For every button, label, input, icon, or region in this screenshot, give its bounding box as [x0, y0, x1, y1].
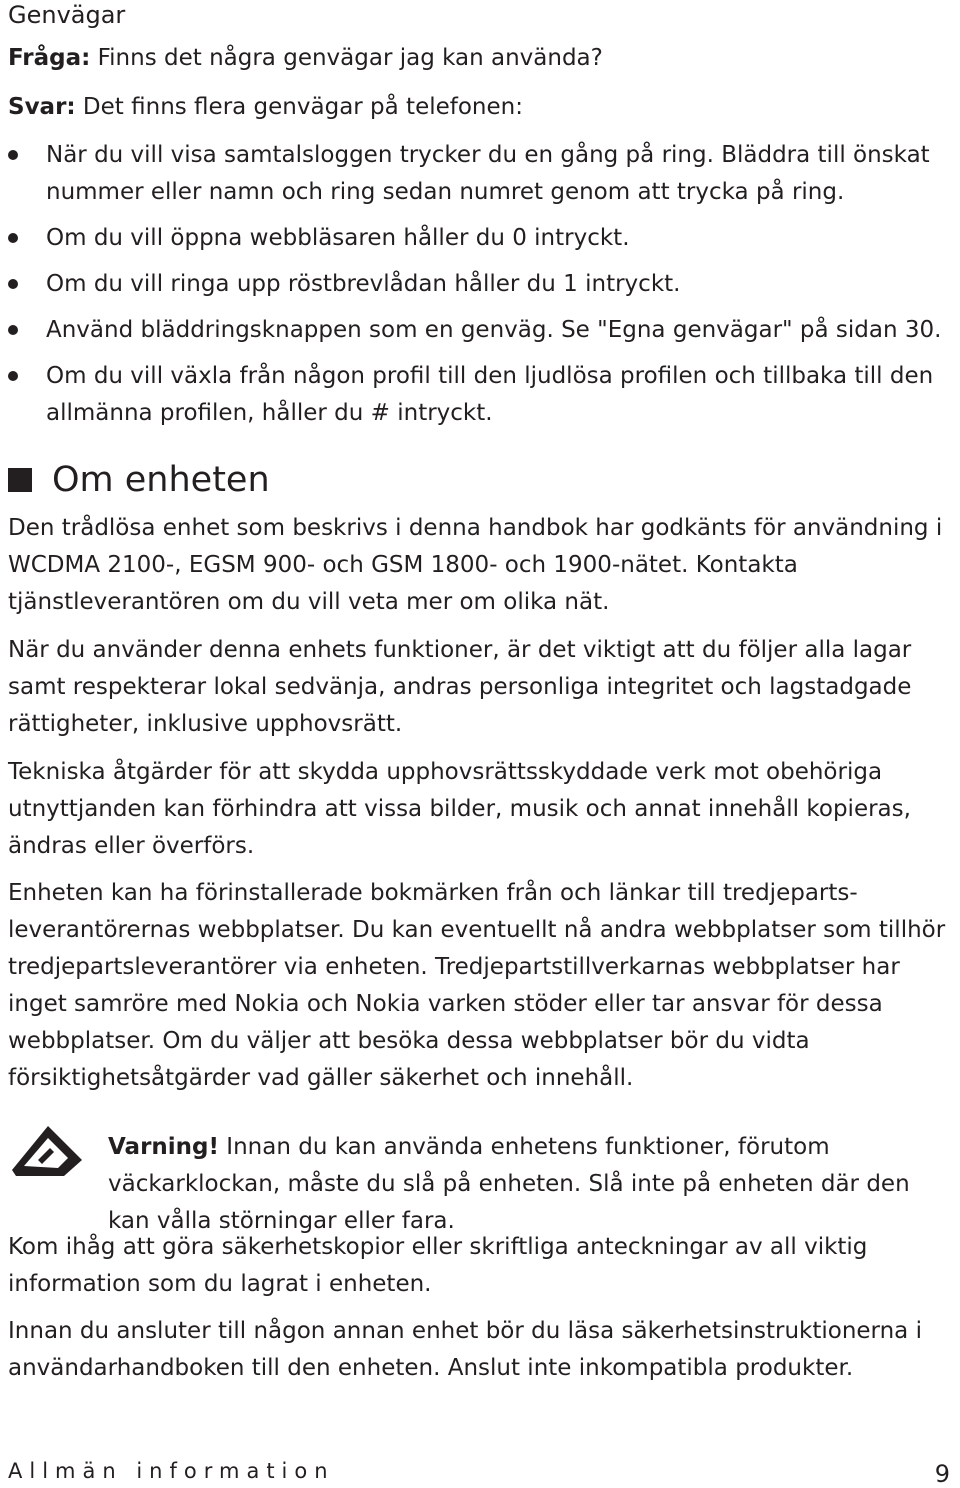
paragraph: Kom ihåg att göra säkerhetskopior eller skriftliga anteckningar av all viktig information som du lagrat i enheten. — [8, 1234, 868, 1297]
list-item: Använd bläddringsknappen som en genväg. Se "Egna genvägar" på sidan 30. — [8, 312, 953, 349]
warning-label: Varning! — [108, 1134, 219, 1160]
list-item: När du vill visa samtalsloggen trycker du en gång på ring. Bläddra till önskat nummer eller namn och ring sedan numret genom att trycka på ring. — [8, 137, 953, 211]
question-label: Fråga: — [8, 45, 91, 71]
question-text: Finns det några genvägar jag kan använda? — [90, 45, 603, 71]
answer-text: Det finns flera genvägar på telefonen: — [75, 94, 523, 120]
section-title: Genvägar — [8, 1, 126, 29]
paragraph: Tekniska åtgärder för att skydda upphovsrättsskyddade verk mot obehöriga utnyttjanden kan förhindra att vissa bilder, musik och annat innehåll kopieras, ändras eller överförs. — [8, 759, 911, 859]
list-item: Om du vill öppna webbläsaren håller du 0 intryckt. — [8, 220, 953, 257]
bullet-icon — [8, 371, 18, 381]
footer-section-label: Allmän information — [8, 1459, 335, 1483]
answer-label: Svar: — [8, 94, 76, 120]
bullet-icon — [8, 150, 18, 160]
warning-text: Varning! Innan du kan använda enhetens funktioner, förutom väckarklockan, måste du slå på enheten. Slå inte på enheten där den kan vålla störningar eller fara. — [108, 1134, 910, 1234]
bullet-icon — [8, 279, 18, 289]
warning-icon — [8, 1120, 88, 1180]
paragraph: Enheten kan ha förinstallerade bokmärken från och länkar till tredjeparts-leverantörernas webbplatser. Du kan eventuellt nå andra webbplatser som tillhör tredjepartsleverantörer via enheten. Tredjepartstillverkarnas webbplatser har inget samröre med Nokia och Nokia varken stöder eller tar ansvar för dessa webbplatser. Om du väljer att besöka dessa webbplatser bör du vidta försiktighetsåtgärder vad gäller säkerhet och innehåll. — [8, 880, 946, 1091]
bullet-icon — [8, 233, 18, 243]
section-heading-text: Om enheten — [52, 460, 270, 500]
paragraph: Innan du ansluter till någon annan enhet bör du läsa säkerhetsinstruktionerna i användarhandboken till den enheten. Anslut inte inkompatibla produkter. — [8, 1318, 922, 1381]
question — [8, 40, 603, 77]
list-item: Om du vill ringa upp röstbrevlådan håller du 1 intryckt. — [8, 266, 953, 303]
bullet-icon — [8, 325, 18, 335]
page-number: 9 — [934, 1460, 950, 1488]
shortcut-list — [8, 137, 953, 441]
section-heading — [8, 458, 270, 502]
paragraph: När du använder denna enhets funktioner, är det viktigt att du följer alla lagar samt respekterar lokal sedvänja, andras personliga integritet och lagstadgade rättigheter, inklusive upphovsrätt. — [8, 637, 912, 737]
list-item: Om du vill växla från någon profil till den ljudlösa profilen och tillbaka till den allmänna profilen, håller du # intryckt. — [8, 358, 953, 432]
paragraph: Den trådlösa enhet som beskrivs i denna handbok har godkänts för användning i WCDMA 2100-, EGSM 900- och GSM 1800- och 1900-nätet. Kontakta tjänstleverantören om du vill veta mer om olika nät. — [8, 515, 943, 615]
square-bullet-icon — [8, 468, 32, 492]
answer — [8, 89, 523, 126]
